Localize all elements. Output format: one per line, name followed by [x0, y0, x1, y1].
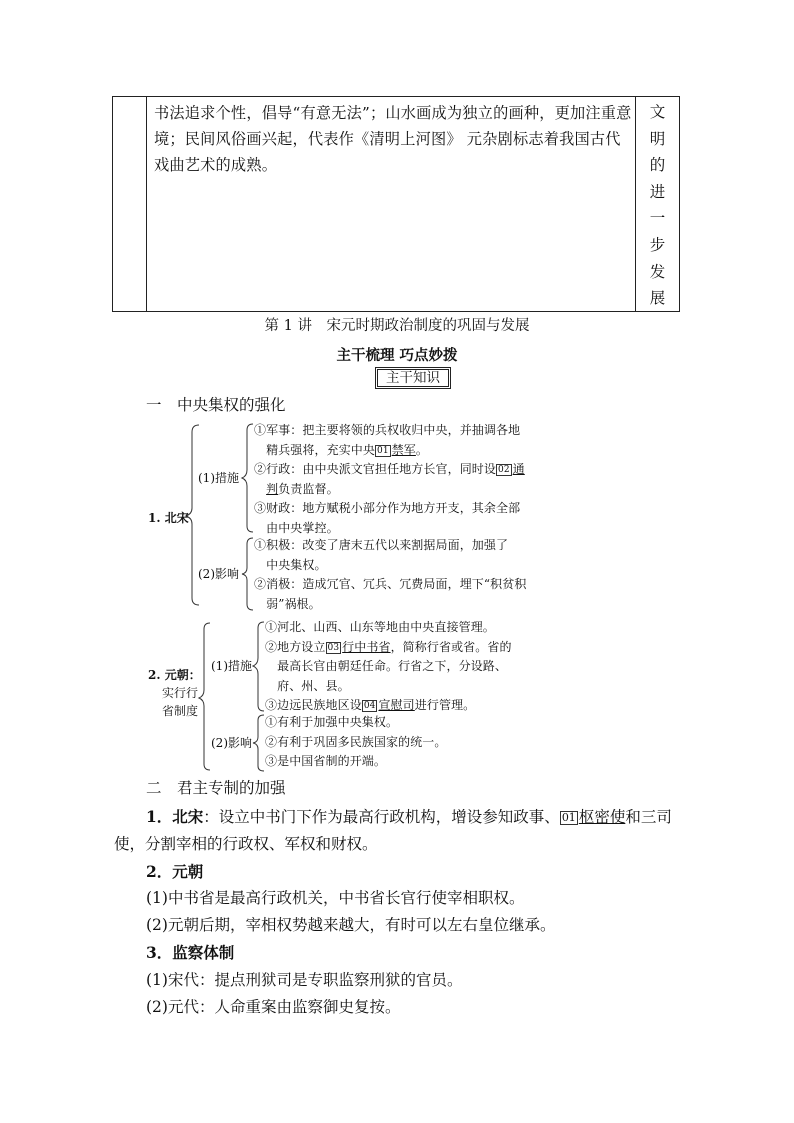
- ns-measures-label: (1)措施: [198, 471, 239, 485]
- side-char: 步: [649, 235, 666, 254]
- s2-yuan-heading: 2．元朝: [146, 862, 204, 881]
- section1-heading: 一 中央集权的强化: [146, 396, 286, 414]
- yuan-impact-2: ②有利于巩固多民族国家的统一。: [265, 734, 447, 749]
- s2-yuan-item-2: (2)元朝后期，宰相权势越来越大，有时可以左右皇位继承。: [146, 916, 556, 934]
- side-char: 展: [649, 289, 666, 308]
- ns-impact-1: ①积极：改变了唐末五代以来割据局面，加强了 中央集权。: [254, 538, 509, 572]
- ns-impact-2: ②消极：造成冗官、冗兵、冗费局面，埋下“积贫积 弱”祸根。: [254, 577, 527, 611]
- side-char: 发: [649, 262, 666, 281]
- section2-heading: 二 君主专制的加强: [146, 779, 286, 797]
- side-char: 的: [649, 156, 666, 175]
- ns-measure-1: ①军事：把主要将领的兵权收归中央，并抽调各地 精兵强将，充实中央 01 禁军。: [254, 423, 521, 457]
- s2-supervision-item-2: (2)元代：人命重案由监察御史复按。: [146, 998, 401, 1016]
- yuan-impact-label: (2)影响: [211, 736, 252, 750]
- ns-measure-3: ③财政：地方赋税小部分作为地方开支，其余全部 由中央掌控。: [254, 501, 521, 535]
- table-text-cell: 书法追求个性，倡导“有意无法”；山水画成为独立的画种，更加注重意境；民间风俗画兴起，代表作《清明上河图》 元杂剧标志着我国古代戏曲艺术的成熟。: [154, 104, 632, 174]
- s2-paragraph-1-line1: 1．北宋：设立中书门下作为最高行政机构，增设参知政事、 01 枢密使和三司: [146, 807, 672, 826]
- yuan-label: 2. 元朝： 实行行 省制度: [148, 668, 201, 718]
- northern-song-label: 1. 北宋: [148, 511, 189, 525]
- ns-impact-label: (2)影响: [198, 567, 239, 581]
- side-char: 进: [649, 182, 666, 201]
- yuan-impacts-list: [265, 713, 555, 772]
- yuan-measures-label: (1)措施: [211, 659, 252, 673]
- s2-supervision-heading: 3．监察体制: [146, 943, 235, 962]
- s2-yuan-item-1: (1)中书省是最高行政机关，中书省长官行使宰相职权。: [146, 889, 525, 907]
- side-char: 明: [649, 129, 666, 148]
- yuan-measure-2: ②地方设立 03 行中书省，简称行省或省。省的 最高长官由朝廷任命。行省之下，分设路、 府、州、县。: [265, 639, 512, 693]
- yuan-measure-3: ③边远民族地区设 04 宣慰司进行管理。: [265, 698, 476, 712]
- yuan-impact-1: ①有利于加强中央集权。: [265, 715, 399, 729]
- s2-paragraph-1-line2: 使，分割宰相的行政权、军权和财权。: [114, 835, 378, 853]
- section-subtitle: 主干梳理 巧点妙拨: [336, 348, 458, 364]
- ns-measure-2: ②行政：由中央派文官担任地方长官，同时设 02 通 判负责监督。: [254, 462, 525, 496]
- key-knowledge-label: 主干知识: [377, 369, 449, 387]
- ns-impacts-list: [254, 536, 544, 614]
- lesson-title: 第 1 讲 宋元时期政治制度的巩固与发展: [264, 318, 530, 334]
- yuan-measures-list: [265, 618, 555, 716]
- yuan-impact-3: ③是中国省制的开端。: [265, 754, 387, 768]
- side-char: 文: [649, 103, 666, 121]
- yuan-measure-1: ①河北、山西、山东等地由中央直接管理。: [265, 620, 495, 634]
- ns-measures-list: [254, 421, 544, 538]
- side-char: 一: [649, 209, 666, 228]
- s2-supervision-item-1: (1)宋代：提点刑狱司是专职监察刑狱的官员。: [146, 971, 463, 989]
